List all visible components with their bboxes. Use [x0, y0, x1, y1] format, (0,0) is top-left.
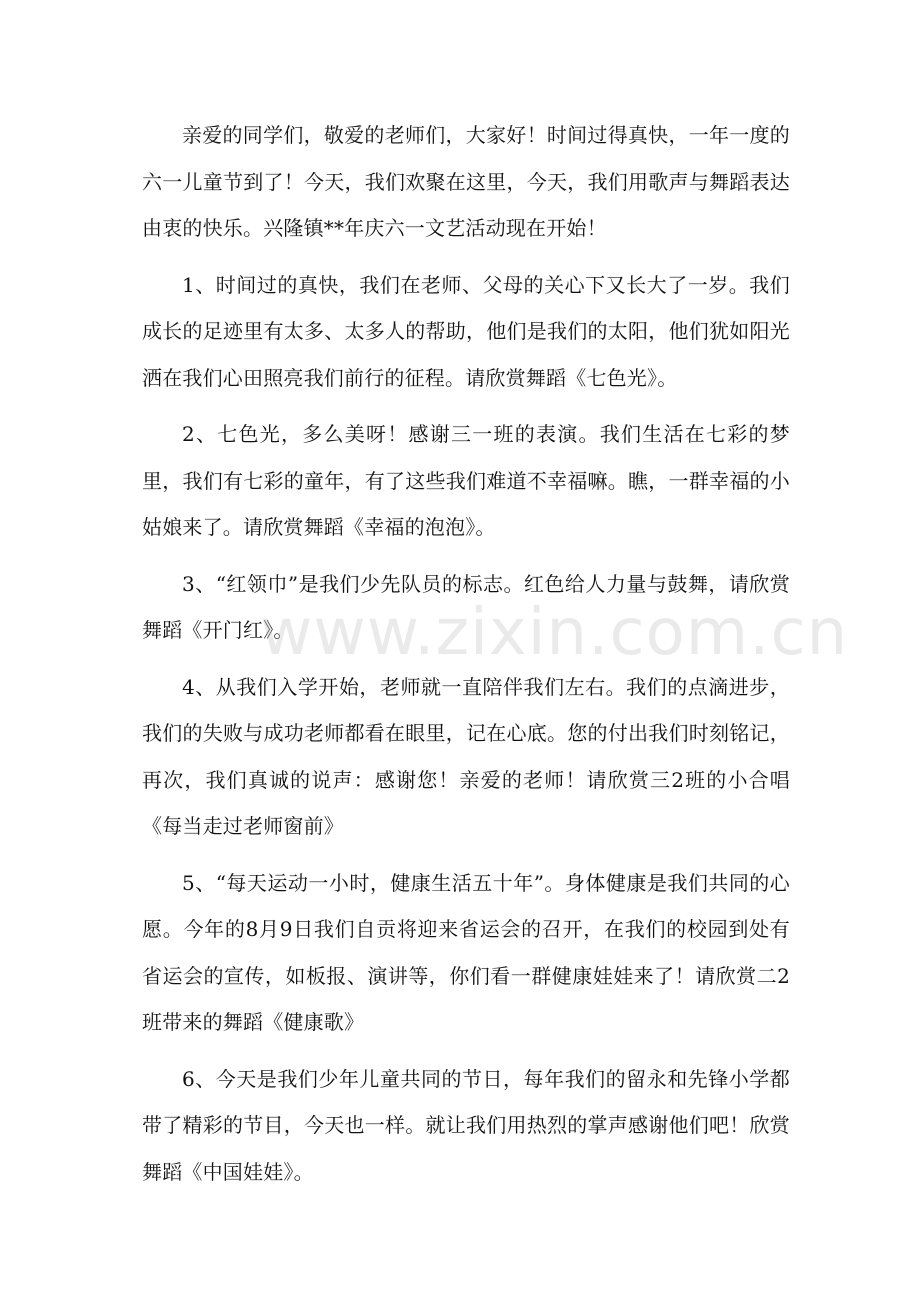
paragraph-5: 5、“每天运动一小时，健康生活五十年”。身体健康是我们共同的心愿。今年的8月9日我们自贡将迎来省运会的召开，在我们的校园到处有省运会的宣传，如板报、演讲等，你们看一群健康娃娃来了！请欣赏二2班带来的舞蹈《健康歌》	[142, 870, 790, 1034]
paragraph-1: 1、时间过的真快，我们在老师、父母的关心下又长大了一岁。我们成长的足迹里有太多、太多人的帮助，他们是我们的太阳，他们犹如阳光洒在我们心田照亮我们前行的征程。请欣赏舞蹈《七色光》。	[142, 272, 790, 390]
paragraph-6: 6、今天是我们少年儿童共同的节日，每年我们的留永和先锋小学都带了精彩的节目，今天也一样。就让我们用热烈的掌声感谢他们吧！欣赏舞蹈《中国娃娃》。	[142, 1066, 790, 1184]
paragraph-intro: 亲爱的同学们，敬爱的老师们，大家好！时间过得真快，一年一度的六一儿童节到了！今天，我们欢聚在这里，今天，我们用歌声与舞蹈表达由衷的快乐。兴隆镇**年庆六一文艺活动现在开始！	[142, 123, 790, 240]
paragraph-2: 2、七色光，多么美呀！感谢三一班的表演。我们生活在七彩的梦里，我们有七彩的童年，有了这些我们难道不幸福嘛。瞧，一群幸福的小姑娘来了。请欣赏舞蹈《幸福的泡泡》。	[142, 422, 790, 539]
paragraph-3: 3、“红领巾”是我们少先队员的标志。红色给人力量与鼓舞，请欣赏舞蹈《开门红》。	[142, 571, 790, 642]
watermark: www.zixin.com.cn	[260, 596, 849, 670]
document-body	[142, 112, 790, 1205]
paragraph-4: 4、从我们入学开始，老师就一直陪伴我们左右。我们的点滴进步，我们的失败与成功老师都看在眼里，记在心底。您的付出我们时刻铭记，再次，我们真诚的说声：感谢您！亲爱的老师！请欣赏三2班的小合唱《每当走过老师窗前》	[142, 674, 790, 838]
